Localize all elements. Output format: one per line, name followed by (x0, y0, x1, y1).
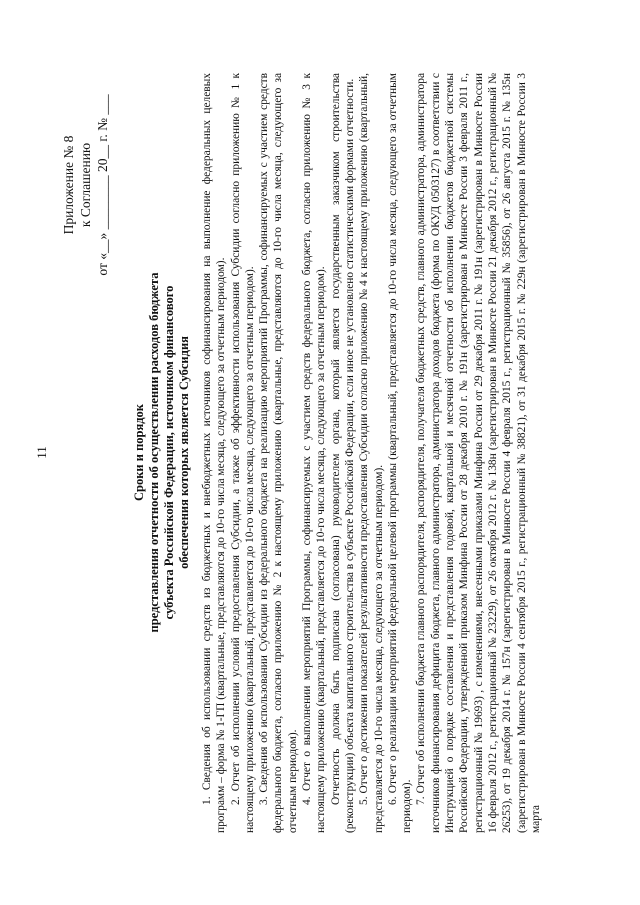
title-line-2: представления отчетности об осуществлении расходов бюджета (147, 272, 161, 633)
title-line-3: субъекта Российской Федерации, источником финансового (162, 285, 176, 620)
appendix-agreement: к Соглашению (78, 142, 93, 228)
document-body (200, 73, 543, 833)
paragraph-6: 6. Отчет о реализации мероприятий федеральной целевой программы (квартальный, представляется до 10-го числа месяца, следующего за отчетным периодом). (386, 73, 414, 833)
appendix-number: Приложение № 8 (61, 135, 76, 235)
paragraph-7: 7. Отчет об исполнении бюджета главного распорядителя, распорядителя, получателя бюджетных средств, главного администратора, администратора источников финансирования дефицита бюджета, главного администратора, администратора доходов бюджета (форма по ОКУД 0503127) в соответствии с Инструкцией о порядке составления и представления годовой, квартальной и месячной отчетности об исполнении бюджетов бюджетной системы Российской Федерации, утвержденной приказом Минфина России от 28 декабря 2010 г. № 191н (зарегистрирован в Минюсте России 3 февраля 2011 г., регистрационный № 19693) , с изменениями, внесенными приказами Минфина России от 29 декабря 2011 г. № 191н (зарегистрирован в Минюсте России 16 февраля 2012 г., регистрационный № 23229), от 26 октября 2012 г. № 138н (зарегистрирован в Минюсте России 21 декабря 2012 г., регистрационный № 26253), от 19 декабря 2014 г. № 157н (зарегистрирован в Минюсте России 4 февраля 2015 г., регистрационный № 35856), от 26 августа 2015 г. № 135н (зарегистрирован в Минюсте России 4 сентября 2015 г., регистрационный № 38821), от 31 декабря 2015 г. № 229н (зарегистрирован в Минюсте России 3 марта (415, 73, 542, 833)
paragraph-3: 3. Сведения об использовании Субсидии из федерального бюджета на реализацию мероприятий Программы, софинансируемых с участием средств федерального бюджета, согласно приложению № 2 к настоящему приложению (квартальные, представляются до 10-го числа месяца, следующего за отчетным периодом). (258, 73, 299, 833)
paragraph-5: 5. Отчет о достижении показателей результативности предоставления Субсидии согласно приложению № 4 к настоящему приложению (квартальный, представляется до 10-го числа месяца, следующего за отчетным периодом). (358, 73, 385, 833)
title-line-4: обеспечения которых является Субсидия (177, 336, 191, 569)
paragraph-1: 1. Сведения об использовании средств из бюджетных и внебюджетных источников софинансирования на выполнение федеральных целевых программ – форма № 1-ГП (квартальные, представляются до 10-го числа месяца, следующего за отчетным периодом). (201, 73, 228, 833)
appendix-header (60, 55, 111, 315)
page-number: 11 (34, 446, 49, 459)
document-title (132, 160, 192, 745)
appendix-date-line: от «__» ________ 20__ г. № ___ (95, 94, 110, 276)
paragraph-4: 4. Отчет о выполнении мероприятий Программы, софинансируемых с участием средств федерального бюджета, согласно приложению № 3 к настоящему приложению (квартальный, представляется до 10-го числа месяца, следующего за отчетным периодом). (301, 73, 328, 833)
paragraph-2: 2. Отчет об исполнении условий предоставления Субсидии, а также об эффективности использования Субсидии согласно приложению № 1 к настоящему приложению (квартальный, представляется до 10-го числа месяца, следующего за отчетным периодом). (229, 73, 256, 833)
title-line-1: Сроки и порядок (132, 403, 146, 502)
paragraph-signature-note: Отчетность должна быть подписана (согласована) руководителем органа, который является государственным заказчиком строительства (реконструкции) объекта капитального строительства в субъекте Российской Федерации, если иное не установлено статистическими формами отчетности. (329, 73, 356, 833)
